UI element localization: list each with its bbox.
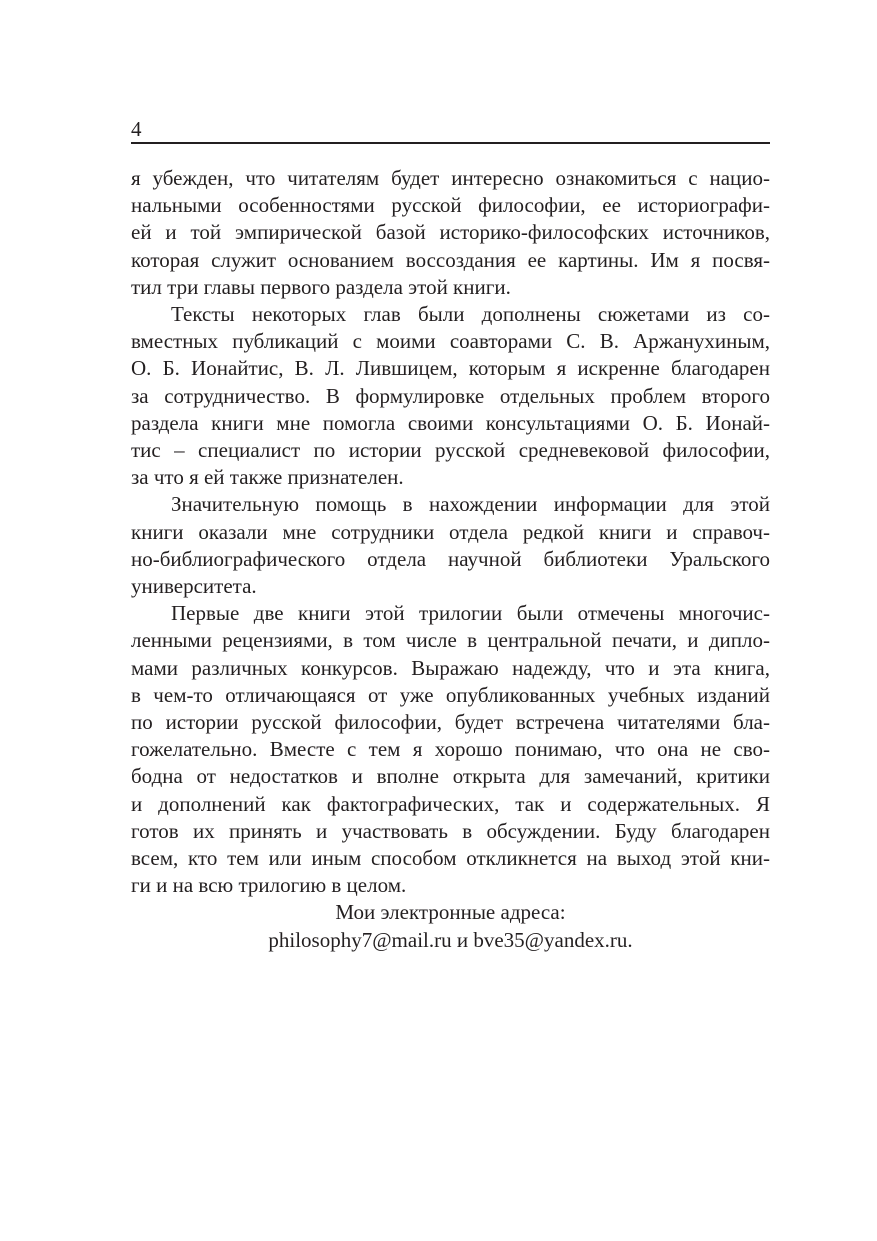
text-line: но-библиографического отдела научной библиотеки Уральского bbox=[131, 546, 770, 571]
text-line: ги и на всю трилогию в целом. bbox=[131, 873, 407, 898]
text-line: вместных публикаций с моими соавторами С. В. Аржанухиным, bbox=[131, 329, 770, 354]
body-text bbox=[131, 165, 770, 954]
text-line: О. Б. Ионайтис, В. Л. Лившицем, которым я искренне благодарен bbox=[131, 356, 770, 381]
contact-heading: Мои электронные адреса: bbox=[335, 900, 566, 925]
text-line: ленными рецензиями, в том числе в центральной печати, и дипло- bbox=[131, 628, 770, 653]
text-line: которая служит основанием воссоздания ее картины. Им я посвя- bbox=[131, 247, 770, 272]
text-line: Значительную помощь в нахождении информации для этой bbox=[171, 492, 770, 517]
text-line: я убежден, что читателям будет интересно ознакомиться с нацио- bbox=[131, 166, 770, 190]
text-line: нальными особенностями русской философии, ее историографи- bbox=[131, 193, 770, 218]
text-line: по истории русской философии, будет встречена читателями бла- bbox=[131, 710, 770, 735]
text-line: университета. bbox=[131, 574, 257, 599]
text-line: гожелательно. Вместе с тем я хорошо понимаю, что она не сво- bbox=[131, 737, 770, 762]
text-line: Тексты некоторых глав были дополнены сюжетами из со- bbox=[171, 302, 770, 327]
text-line: мами различных конкурсов. Выражаю надежду, что и эта книга, bbox=[131, 655, 770, 680]
text-line: за что я ей также признателен. bbox=[131, 465, 404, 490]
text-line: всем, кто тем или иным способом откликнется на выход этой кни- bbox=[131, 846, 770, 871]
paragraph-3 bbox=[131, 491, 770, 600]
paragraph-1 bbox=[131, 165, 770, 301]
contact-emails: philosophy7@mail.ru и bve35@yandex.ru. bbox=[268, 927, 633, 952]
paragraph-4 bbox=[131, 600, 770, 899]
text-line: готов их принять и участвовать в обсуждении. Буду благодарен bbox=[131, 818, 770, 843]
text-line: Первые две книги этой трилогии были отмечены многочис- bbox=[171, 601, 770, 626]
header-rule bbox=[131, 142, 770, 144]
text-line: и дополнений как фактографических, так и содержательных. Я bbox=[131, 791, 770, 816]
text-line: тил три главы первого раздела этой книги. bbox=[131, 274, 511, 299]
text-line: бодна от недостатков и вполне открыта для замечаний, критики bbox=[131, 764, 770, 789]
text-line: за сотрудничество. В формулировке отдельных проблем второго bbox=[131, 383, 770, 408]
text-line: книги оказали мне сотрудники отдела редкой книги и справоч- bbox=[131, 519, 770, 544]
text-line: ей и той эмпирической базой историко-философских источников, bbox=[131, 220, 770, 245]
text-line: тис – специалист по истории русской средневековой философии, bbox=[131, 438, 770, 463]
paragraph-2 bbox=[131, 301, 770, 491]
text-line: в чем-то отличающаяся от уже опубликованных учебных изданий bbox=[131, 682, 770, 707]
page-number: 4 bbox=[131, 117, 142, 141]
text-line: раздела книги мне помогла своими консультациями О. Б. Ионай- bbox=[131, 410, 770, 435]
